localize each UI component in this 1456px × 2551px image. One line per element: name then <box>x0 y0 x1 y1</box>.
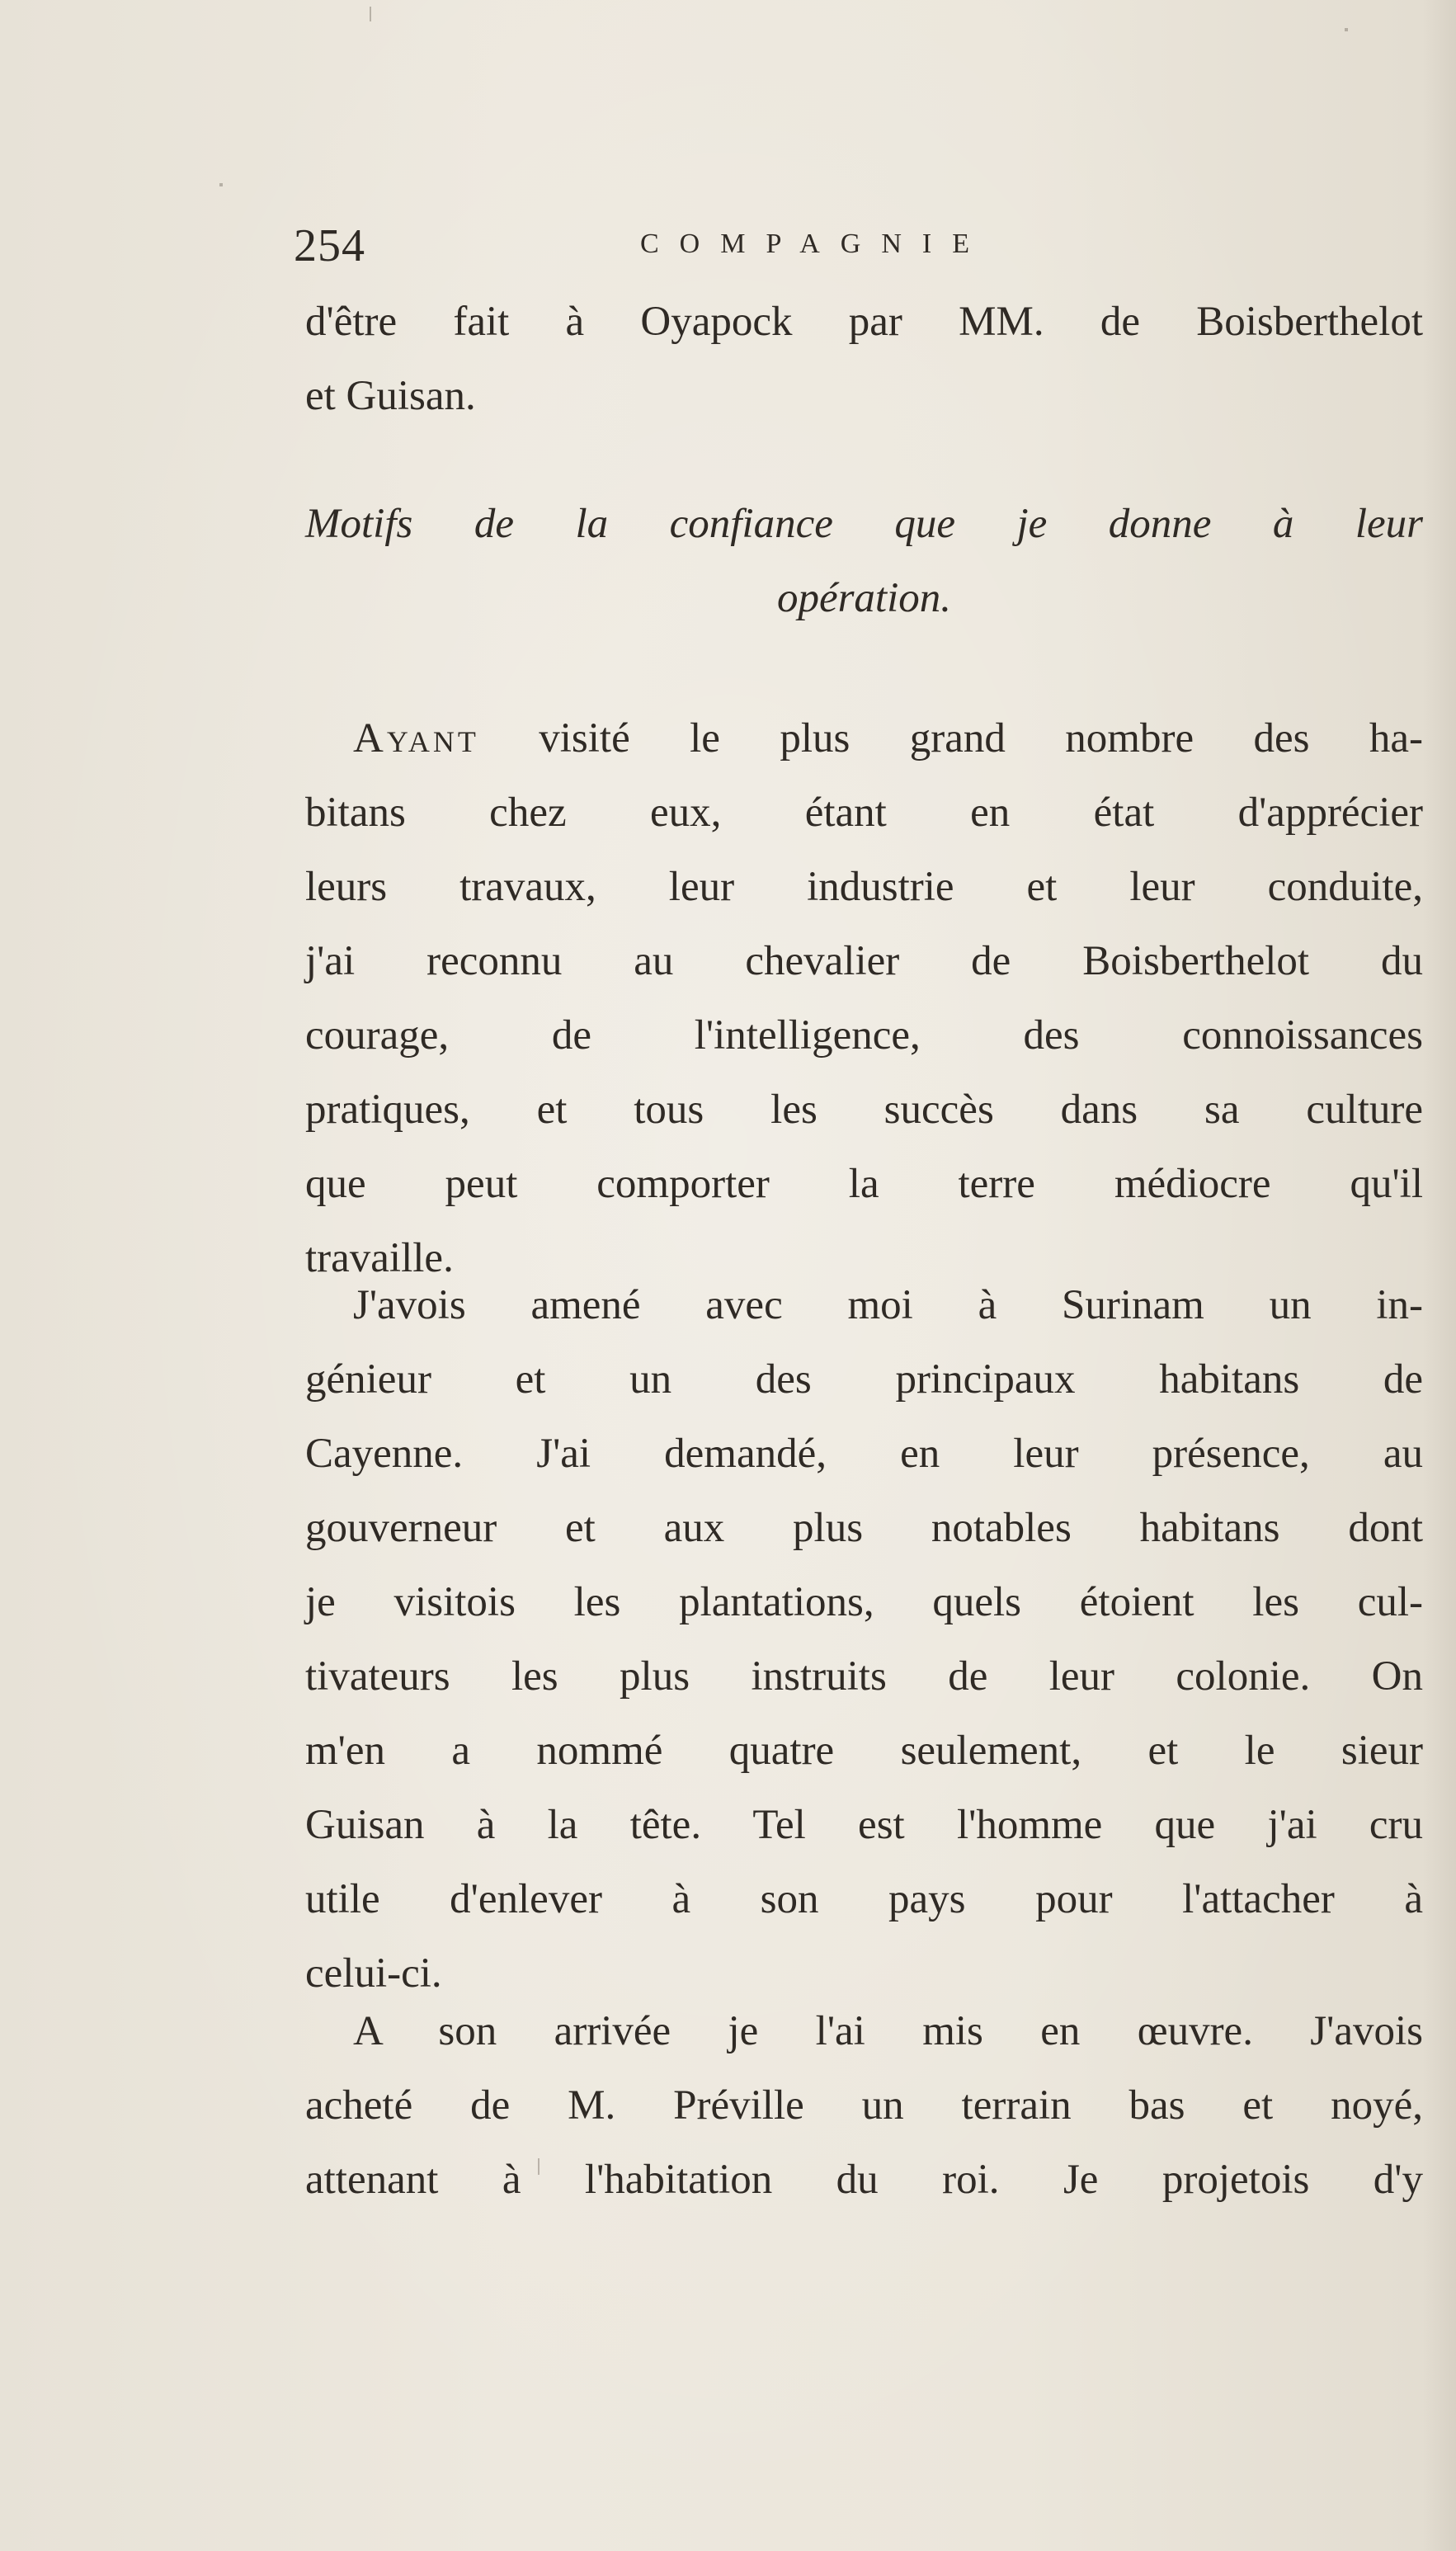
text-line: et Guisan. <box>305 373 476 419</box>
page-number: 254 <box>294 220 365 271</box>
text-line: j'ai reconnu au chevalier de Boisberthelot du <box>305 938 1423 984</box>
paragraph-first-line <box>305 701 1423 776</box>
continuation-text <box>305 285 1423 433</box>
text-line: acheté de M. Préville un terrain bas et noyé, <box>305 2082 1423 2129</box>
paragraph-3 <box>305 1994 1423 2217</box>
text-line: Cayenne. J'ai demandé, en leur présence, au <box>305 1431 1423 1477</box>
text-line: que peut comporter la terre médiocre qu'il <box>305 1161 1423 1207</box>
running-head: COMPAGNIE <box>640 229 991 259</box>
paper-speck <box>370 7 371 21</box>
paper-speck <box>1345 28 1348 31</box>
text-line: courage, de l'intelligence, des connoissances <box>305 1012 1423 1059</box>
first-line-rest: visité le plus grand nombre des ha- <box>478 715 1423 762</box>
text-line: pratiques, et tous les succès dans sa culture <box>305 1087 1423 1133</box>
text-line: bitans chez eux, étant en état d'apprécier <box>305 790 1423 836</box>
text-line: je visitois les plantations, quels étoient les cul- <box>305 1579 1423 1625</box>
text-line: J'avois amené avec moi à Surinam un in- <box>353 1282 1423 1328</box>
section-heading-line: Motifs de la confiance que je donne à leur <box>305 501 1423 547</box>
paragraph-1 <box>305 701 1423 1295</box>
text-line: m'en a nommé quatre seulement, et le sieur <box>305 1728 1423 1774</box>
text-line: génieur et un des principaux habitans de <box>305 1356 1423 1403</box>
text-line: utile d'enlever à son pays pour l'attacher à <box>305 1876 1423 1922</box>
text-line: tivateurs les plus instruits de leur colonie. On <box>305 1653 1423 1700</box>
text-line: celui-ci. <box>305 1950 442 1997</box>
text-line: d'être fait à Oyapock par MM. de Boisberthelot <box>305 299 1423 345</box>
text-line: attenant à l'habitation du roi. Je projetois d'y <box>305 2157 1423 2203</box>
opening-small-caps-word: Ayant <box>353 715 479 762</box>
text-line: A son arrivée je l'ai mis en œuvre. J'avois <box>353 2008 1423 2054</box>
text-line: travaille. <box>305 1235 454 1281</box>
page-edge-shadow <box>1423 0 1456 2551</box>
page-header <box>294 213 1416 279</box>
text-line: gouverneur et aux plus notables habitans dont <box>305 1505 1423 1551</box>
section-heading-line: opération. <box>776 575 952 621</box>
text-line: leurs travaux, leur industrie et leur conduite, <box>305 864 1423 910</box>
paper-speck <box>219 183 223 186</box>
text-line: Guisan à la tête. Tel est l'homme que j'ai cru <box>305 1802 1423 1848</box>
paragraph-2 <box>305 1268 1423 2011</box>
section-heading <box>305 487 1423 635</box>
